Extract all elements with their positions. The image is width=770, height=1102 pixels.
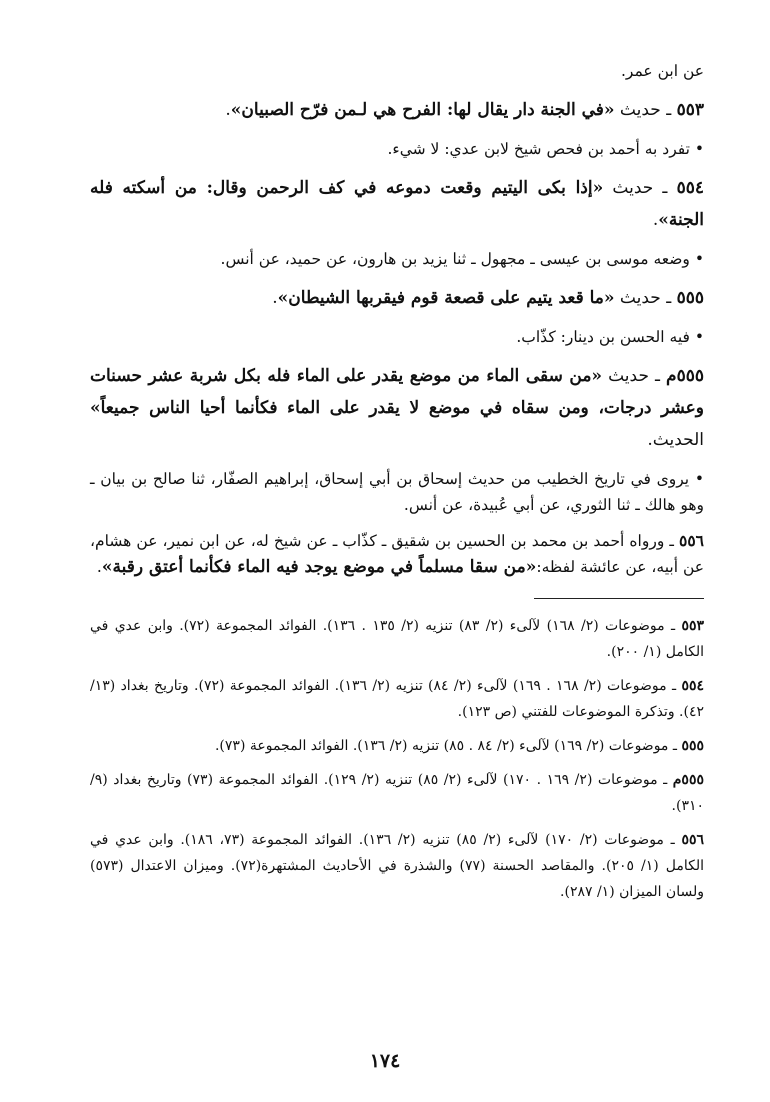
hadith-label: ـ حديث bbox=[603, 178, 677, 198]
footnote bbox=[90, 827, 704, 905]
hadith-comment bbox=[90, 136, 704, 162]
hadith-text: «من سقى الماء من موضع يقدر على الماء فله بكل شربة عشر حسنات وعشر درجات، ومن سقاه في موضع لا يقدر على الماء فكأنما أحيا الناس جميعاً» bbox=[90, 366, 704, 418]
hadith-entry bbox=[90, 360, 704, 456]
footnote bbox=[90, 767, 704, 819]
footnotes bbox=[90, 613, 704, 905]
comment-marker: • bbox=[694, 250, 704, 268]
intro-line: عن ابن عمر. bbox=[620, 62, 704, 80]
hadith-entry bbox=[90, 282, 704, 314]
footnote-number: ٥٥٤ bbox=[681, 678, 705, 694]
page-number: ١٧٤ bbox=[369, 1050, 401, 1072]
comment-marker: • bbox=[694, 140, 704, 158]
hadith-end: . bbox=[272, 288, 278, 308]
footnote-text: ـ موضوعات (٢/ ١٦٩) لآلىء (٢/ ٨٤ . ٨٥) تنزيه (٢/ ١٣٦). الفوائد المجموعة (٧٣). bbox=[214, 738, 682, 754]
footnote bbox=[90, 673, 704, 725]
hadith-number: ٥٥٤ bbox=[676, 178, 704, 198]
footnote-text: ـ موضوعات (٢/ ١٦٨ . ١٦٩) لآلىء (٢/ ٨٤) تنزيه (٢/ ١٣٦). الفوائد المجموعة (٧٢). وتاريخ بغداد (١٣/ ٤٢). وتذكرة الموضوعات للفتني (ص ١٢٣). bbox=[90, 678, 704, 720]
footnote bbox=[90, 613, 704, 665]
hadith-text: «إذا بكى اليتيم وقعت دموعه في كف الرحمن وقال: من أسكته فله الجنة» bbox=[90, 178, 704, 230]
footnote-text: ـ موضوعات (٢/ ١٦٩ . ١٧٠) لآلىء (٢/ ٨٥) تنزيه (٢/ ١٢٩). الفوائد المجموعة (٧٣) وتاريخ بغداد (٩/ ٣١٠). bbox=[90, 772, 704, 814]
hadith-entry bbox=[90, 172, 704, 236]
hadith-number: ٥٥٣ bbox=[676, 100, 704, 120]
footnote bbox=[90, 733, 704, 759]
footnote-number: ٥٥٣ bbox=[681, 618, 704, 634]
comment-marker: • bbox=[694, 470, 704, 488]
hadith-label: ـ حديث bbox=[614, 288, 677, 308]
footnote-number: ٥٥٦ bbox=[681, 832, 704, 848]
comment-text: فيه الحسن بن دينار: كذّاب. bbox=[516, 328, 690, 346]
comment-text: وضعه موسى بن عيسى ـ مجهول ـ ثنا يزيد بن هارون، عن حميد، عن أنس. bbox=[220, 250, 690, 268]
hadith-end: الحديث. bbox=[647, 430, 704, 450]
footnote-text: ـ موضوعات (٢/ ١٦٨) لآلىء (٢/ ٨٣) تنزيه (٢/ ١٣٥ . ١٣٦). الفوائد المجموعة (٧٢). وابن عدي في الكامل (١/ ٢٠٠). bbox=[90, 618, 704, 660]
hadith-text: «ما قعد يتيم على قصعة قوم فيقربها الشيطان» bbox=[277, 288, 615, 308]
hadith-end: . bbox=[652, 210, 659, 230]
hadith-comment bbox=[90, 246, 704, 272]
hadith-number: ٥٥٥ bbox=[676, 288, 704, 308]
comment-text: يروى في تاريخ الخطيب من حديث إسحاق بن أبي إسحاق، إبراهيم الصفّار، ثنا صالح بن بيان ـ وهو هالك ـ ثنا الثوري، عن أبي عُبيدة، عن أنس. bbox=[90, 470, 704, 514]
footnote-number: ٥٥٥م bbox=[672, 772, 704, 788]
hadith-entry bbox=[90, 94, 704, 126]
hadith-comment bbox=[90, 466, 704, 518]
footnote-divider bbox=[534, 598, 704, 599]
hadith-label: ـ حديث bbox=[614, 100, 677, 120]
hadith-number: ٥٥٦ bbox=[679, 531, 704, 550]
hadith-comment bbox=[90, 324, 704, 350]
footnote-text: ـ موضوعات (٢/ ١٧٠) لآلىء (٢/ ٨٥) تنزيه (٢/ ١٣٦). الفوائد المجموعة (٧٣، ١٨٦). وابن عدي في الكامل (١/ ٢٠٥). والمقاصد الحسنة (٧٧) والشذرة في الأحاديث المشتهرة(٧٢). وميزان الاعتدال (٥٧٣) ولسان الميزان (١/ ٢٨٧). bbox=[90, 832, 705, 900]
hadith-text: «في الجنة دار يقال لها: الفرح هي لـمن فرّح الصبيان» bbox=[230, 100, 615, 120]
hadith-narration: ورواه أحمد بن محمد بن الحسين بن شقيق ـ كذّاب ـ عن شيخ له، عن ابن نمير، عن هشام، عن أبيه، عن عائشة لفظه: bbox=[90, 532, 704, 576]
footnote-number: ٥٥٥ bbox=[681, 738, 704, 754]
hadith-number: ٥٥٥م bbox=[666, 366, 704, 386]
hadith-end: . bbox=[96, 558, 102, 576]
hadith-end: . bbox=[225, 100, 231, 120]
comment-marker: • bbox=[694, 328, 704, 346]
hadith-label: ـ حديث bbox=[602, 366, 667, 386]
hadith-entry bbox=[90, 528, 704, 580]
hadith-label: ـ bbox=[664, 532, 680, 550]
comment-text: تفرد به أحمد بن فحص شيخ لابن عدي: لا شيء. bbox=[387, 140, 690, 158]
hadith-text: «من سقا مسلماً في موضع يوجد فيه الماء فكأنما أعتق رقبة» bbox=[101, 557, 537, 577]
